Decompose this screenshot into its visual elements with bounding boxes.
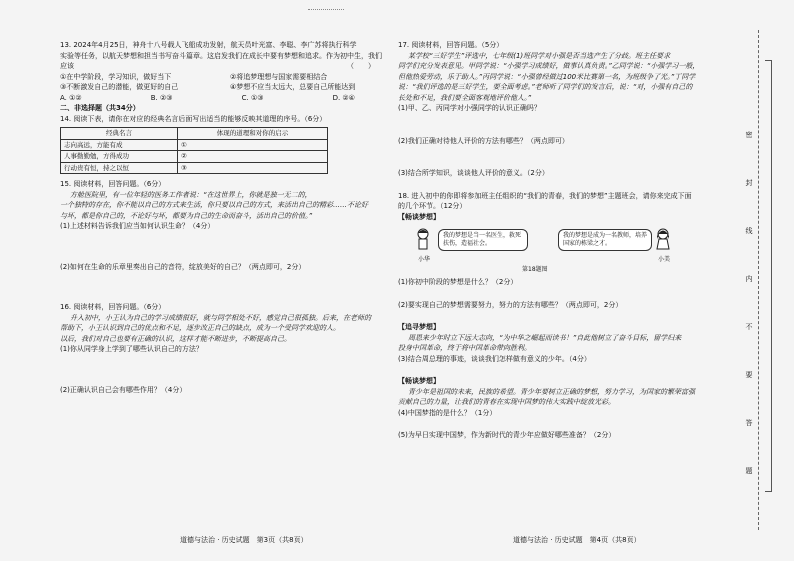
seal-char: 要	[745, 371, 753, 379]
q17-stem: 17. 阅读材料，回答问题。（5分）	[398, 41, 504, 49]
q15-para-2: 一个独特的存在，你不能以自己的方式来生活，你只要以自己的方式，来活出自己的精彩……不论好	[60, 201, 368, 209]
q14-row1-answer[interactable]: ①	[178, 139, 328, 151]
question-13	[60, 40, 395, 103]
q13-option-2: ②将追梦理想与国家需要相结合	[230, 72, 328, 81]
table-row	[61, 162, 328, 174]
choice-b: B. ②③	[150, 93, 173, 102]
q13-option-4: ④梦想不应当太远大，总要自己所能达到	[230, 83, 356, 91]
q14-header-1: 经典名言	[61, 128, 178, 140]
q16-sub-2: (2)正确认识自己会有哪些作用？（4分）	[60, 385, 187, 394]
seal-char: 不	[745, 323, 753, 331]
q13-line-3: 应该	[60, 62, 74, 70]
q16-para-3: 以后，我们对自己也要有正确的认识，这样才能不断进步，不断提高自己。	[60, 334, 291, 343]
speech-bubble-2: 我的梦想是成为一名教师，培养国家的栋梁之才。	[558, 229, 652, 251]
seal-char: 内	[745, 275, 753, 283]
figure-caption: 第18题图	[522, 266, 548, 273]
seal-line-text	[742, 130, 756, 514]
seal-char: 线	[745, 227, 753, 235]
top-mark	[308, 9, 344, 10]
q16-para-2: 帮助下，小王认识到自己的优点和不足，逐步改正自己的缺点，成为一个受同学欢迎的人。	[60, 324, 340, 332]
q16-stem: 16. 阅读材料，回答问题。（6分）	[60, 303, 166, 311]
section-2-title: 二、非选择题（共34分）	[60, 104, 140, 112]
q17-sub-3: (3)结合所学知识，谈谈他人评价的意义。（2分）	[398, 169, 549, 177]
q18-sub-2: (2)要实现自己的梦想需要努力，努力的方法有哪些？（两点即可，2分）	[398, 300, 623, 309]
q18-para-4: 贡献自己的力量，让我们的青春在实现中国梦的伟大实践中绽放光彩。	[398, 398, 615, 406]
seal-char: 答	[745, 419, 753, 427]
choice-a: A. ①②	[60, 93, 82, 102]
choice-c: C. ①③	[241, 93, 264, 102]
q17-para-2: 同学们充分发表意见。甲同学说：“小强学习成绩好，做事认真负责。”乙同学说：“小强学习一般，	[398, 62, 700, 70]
q14-row2-quote: 人事勤勤勉，方得成功	[61, 151, 178, 163]
q14-row3-quote: 行动贵有恒，持之以恒	[61, 162, 178, 174]
speech-bubble-1: 我的梦想是当一名医生，救死扶伤，造福社会。	[438, 229, 528, 251]
q13-option-1: ①在中学阶段，学习知识，做好当下	[60, 72, 172, 81]
seal-bracket	[765, 60, 772, 492]
table-row	[61, 139, 328, 151]
q16-sub-1: (1)你从同学身上学到了哪些认识自己的方法？	[60, 345, 203, 353]
footer-page-4: 道德与法治 · 历史试题 第4页（共8页）	[513, 536, 641, 544]
q18-sub-3: (3)结合周总理的事迹，谈谈我们怎样做有意义的少年。（4分）	[398, 354, 591, 363]
q14-header-2: 体现的道理和对你的启示	[178, 128, 328, 140]
q17-sub-2: (2)我们正确对待他人评价的方法有哪些？（两点即可）	[398, 136, 569, 145]
q17-para-4: 说：“我们评选的是三好学生，要全面考虑。”老师听了同学们的发言后，说：“对，小强有自己的	[398, 83, 693, 91]
q15-para-3: 与坏，都是你自己的，不论好与坏，都要为自己的生命而奋斗，活出自己的价值。”	[60, 211, 313, 220]
q14-row3-answer[interactable]: ③	[178, 162, 328, 174]
question-14	[60, 114, 395, 175]
q18-sub-1: (1)你初中阶段的梦想是什么？（2分）	[398, 278, 518, 286]
q17-para-5: 长处和不足，我们要全面客观地评价他人。”	[398, 93, 532, 102]
q14-table	[60, 127, 328, 174]
figure-name-1: 小华	[418, 256, 431, 263]
q15-stem: 15. 阅读材料，回答问题。（6分）	[60, 180, 166, 188]
q18-part-2: 【追寻梦想】	[398, 323, 440, 331]
seal-dashed-line	[758, 30, 759, 530]
q14-row2-answer[interactable]: ②	[178, 151, 328, 163]
q14-stem: 14. 阅读下表，请你在对应的经典名言后面写出适当的能够反映其道理的序号。（6分）	[60, 114, 327, 123]
q15-sub-2: (2)如何在生命的乐章里奏出自己的音符，绽放美好的自己？（两点即可，2分）	[60, 262, 306, 271]
q18-stem-2: 的几个环节。（12分）	[398, 202, 467, 210]
q18-para-1: 周恩来少年时立下远大志向，“为中华之崛起而读书！”自此他树立了奋斗目标，留学归来	[408, 333, 682, 342]
q14-row1-quote: 志向高远，方能有成	[61, 139, 178, 151]
boy-figure-icon	[414, 227, 432, 251]
question-17	[398, 40, 733, 179]
q18-sub-5: (5)为早日实现中国梦，作为新时代的青少年应做好哪些准备？（2分）	[398, 431, 616, 439]
q18-figure	[398, 225, 733, 277]
q17-para-3: 但他热爱劳动，乐于助人。”丙同学说：“小强曾经做过100米比赛第一名，为班级争了光。”丁同学	[398, 72, 696, 81]
q18-part-3: 【畅谈梦想】	[398, 377, 440, 385]
question-16	[60, 302, 395, 395]
q13-option-3: ③不断激发自己的潜能，做更好的自己	[60, 83, 179, 91]
q13-line-2: 实验等任务，以航天梦想和担当书写奋斗篇章。这启发我们在成长中要有梦想和追求。作为初中生，我们	[60, 51, 382, 60]
footer-page-3: 道德与法治 · 历史试题 第3页（共8页）	[180, 536, 308, 544]
q18-part-1: 【畅谈梦想】	[398, 212, 440, 221]
choice-d: D. ②④	[332, 93, 355, 102]
figure-name-2: 小美	[658, 256, 671, 263]
q18-para-3: 青少年是祖国的未来，民族的希望。青少年要树立正确的梦想，努力学习，为国家的繁荣富强	[408, 387, 695, 396]
q18-para-2: 投身中国革命，终于将中国革命带向胜利。	[398, 344, 531, 352]
seal-char: 封	[745, 179, 753, 187]
seal-char: 密	[745, 131, 753, 139]
question-18	[398, 191, 733, 441]
q13-line-1: 13. 2024年4月25日，神舟十八号载人飞船成功发射，航天员叶光富、李聪、李广苏将执行科学	[60, 41, 357, 49]
page-3	[60, 40, 395, 395]
seal-char: 题	[745, 467, 753, 475]
question-15	[60, 179, 395, 272]
q18-sub-4: (4)中国梦指的是什么？（1分）	[398, 408, 497, 417]
q17-para-1: 某学校“三好学生”评选中，七年级(1)班同学对小强是否当选产生了分歧。班主任要求	[408, 51, 671, 60]
q17-sub-1: (1)甲、乙、丙同学对小强同学的认识正确吗？	[398, 104, 541, 112]
q15-sub-1: (1)上述材料告诉我们应当如何认识生命？（4分）	[60, 222, 215, 230]
answer-bracket: （ ）	[347, 62, 375, 70]
page-4	[398, 40, 733, 441]
table-row	[61, 151, 328, 163]
q16-para-1: 升入初中，小王认为自己的学习成绩很好，就与同学相处不好，感觉自己很孤独。后来，在老师的	[70, 313, 371, 322]
q15-para-1: 方舱医院里，有一位年轻的医务工作者说：“在这世界上，你就是独一无二的，	[70, 190, 312, 199]
girl-figure-icon	[654, 227, 672, 251]
q18-stem: 18. 进入初中的你即将参加班主任组织的“我们的青春，我们的梦想”主题班会，请你来完成下面	[398, 191, 692, 200]
